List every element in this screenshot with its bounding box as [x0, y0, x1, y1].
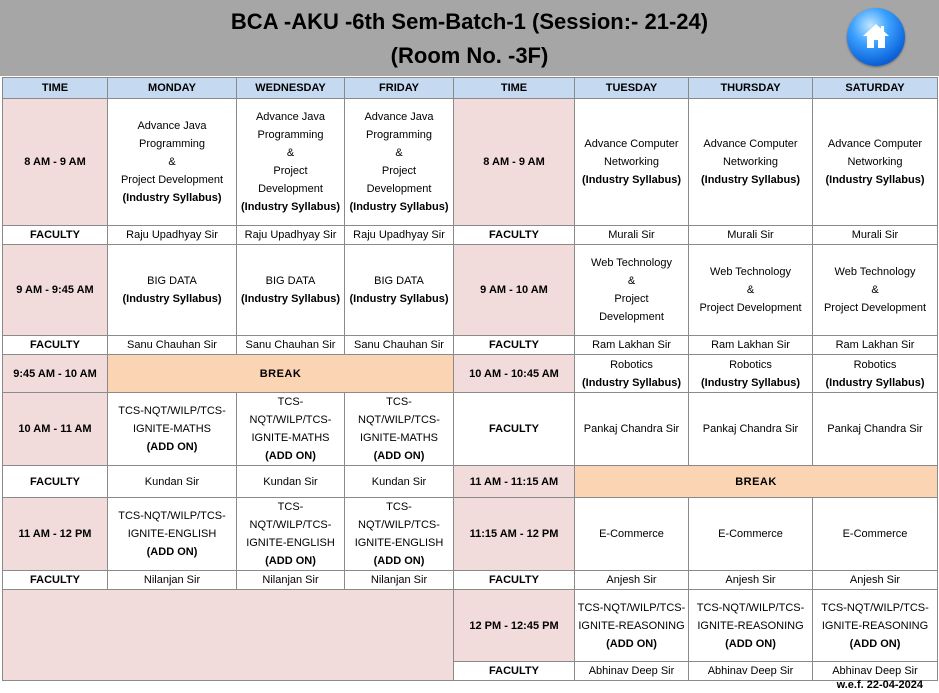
faculty-thursday-4: Anjesh Sir [689, 571, 813, 590]
subject-line: BIG DATA [374, 275, 424, 287]
subject-line: IGNITE-ENGLISH [354, 537, 444, 549]
room-number: (Room No. -3F) [390, 43, 549, 68]
faculty-label-right-5: FACULTY [454, 662, 575, 681]
subject-line: Programming [257, 129, 324, 141]
syllabus-tag: (Industry Syllabus) [240, 293, 341, 305]
subject-line: Project Development [120, 174, 224, 186]
col-header-time: TIME [3, 78, 108, 99]
faculty-tuesday-1: Murali Sir [575, 226, 689, 245]
subject-line: & [871, 284, 879, 296]
subject-line: Programming [138, 138, 206, 150]
col-header-tuesday: TUESDAY [575, 78, 689, 99]
cell-wednesday-3 [237, 393, 345, 466]
subject-line: TCS-NQT/WILP/TCS- [358, 396, 440, 426]
subject-line: TCS-NQT/WILP/TCS- [696, 601, 805, 614]
page-title: BCA -AKU -6th Sem-Batch-1 (Session:- 21-24) [230, 9, 709, 34]
syllabus-tag: (Industry Syllabus) [240, 201, 341, 213]
subject-line: Networking [847, 156, 903, 168]
addon-tag: (ADD ON) [725, 637, 776, 650]
faculty-thursday-3: Pankaj Chandra Sir [689, 393, 813, 466]
time-slot-right-3: 10 AM - 10:45 AM [454, 355, 575, 393]
subject-line: IGNITE-REASONING [697, 619, 804, 632]
col-header-monday: MONDAY [108, 78, 237, 99]
addon-tag: (ADD ON) [146, 546, 198, 558]
subject-line: Programming [365, 129, 433, 141]
syllabus-tag: (Industry Syllabus) [581, 174, 682, 186]
house-glyph [861, 21, 891, 51]
faculty-friday-1: Raju Upadhyay Sir [345, 226, 454, 245]
cell-monday-1 [108, 99, 237, 226]
faculty-friday-2: Sanu Chauhan Sir [345, 336, 454, 355]
subject-line: Project Development [699, 302, 802, 314]
effective-date: w.e.f. 22-04-2024 [836, 679, 923, 691]
faculty-tuesday-5: Abhinav Deep Sir [575, 662, 689, 681]
faculty-monday-1: Raju Upadhyay Sir [108, 226, 237, 245]
subject-line: Robotics [610, 358, 653, 371]
subject-line: Advance Computer [703, 138, 798, 150]
syllabus-tag: (Industry Syllabus) [581, 376, 682, 389]
subject-line: & [286, 147, 295, 159]
cell-saturday-4: E-Commerce [813, 498, 938, 571]
faculty-thursday-2: Ram Lakhan Sir [689, 336, 813, 355]
syllabus-tag: (Industry Syllabus) [349, 201, 449, 213]
faculty-saturday-3: Pankaj Chandra Sir [813, 393, 938, 466]
subject-line: Advance Java [255, 111, 326, 123]
faculty-monday-2: Sanu Chauhan Sir [108, 336, 237, 355]
subject-line: Networking [722, 156, 779, 168]
faculty-tuesday-4: Anjesh Sir [575, 571, 689, 590]
subject-line: Web Technology [834, 266, 916, 278]
syllabus-tag: (Industry Syllabus) [700, 174, 801, 186]
faculty-saturday-4: Anjesh Sir [813, 571, 938, 590]
subject-line: & [168, 156, 176, 168]
subject-line: TCS-NQT/WILP/TCS- [821, 601, 929, 614]
syllabus-tag: (Industry Syllabus) [825, 376, 925, 389]
cell-tuesday-3 [575, 355, 689, 393]
addon-tag: (ADD ON) [606, 637, 657, 650]
subject-line: IGNITE-REASONING [578, 619, 685, 632]
cell-wednesday-4 [237, 498, 345, 571]
subject-line: Advance Java [137, 120, 207, 132]
cell-tuesday-4: E-Commerce [575, 498, 689, 571]
faculty-wednesday-3: Kundan Sir [237, 466, 345, 498]
faculty-saturday-2: Ram Lakhan Sir [813, 336, 938, 355]
subject-line: BIG DATA [265, 275, 316, 287]
subject-line: TCS-NQT/WILP/TCS- [118, 510, 226, 522]
subject-line: & [746, 284, 755, 296]
time-slot-left-3: 10 AM - 11 AM [3, 393, 108, 466]
cell-wednesday-2 [237, 245, 345, 336]
time-slot-left-1: 8 AM - 9 AM [3, 99, 108, 226]
subject-line: IGNITE-ENGLISH [246, 537, 335, 549]
subject-line: Project Development [823, 302, 927, 314]
faculty-wednesday-1: Raju Upadhyay Sir [237, 226, 345, 245]
cell-friday-2 [345, 245, 454, 336]
faculty-label-left-3: FACULTY [3, 466, 108, 498]
time-slot-right-break: 11 AM - 11:15 AM [454, 466, 575, 498]
cell-saturday-2 [813, 245, 938, 336]
break-banner-left: BREAK [108, 355, 454, 393]
faculty-label-right-4: FACULTY [454, 571, 575, 590]
subject-line: Advance Computer [584, 138, 679, 150]
faculty-label-right-2: FACULTY [454, 336, 575, 355]
col-header-wednesday: WEDNESDAY [237, 78, 345, 99]
subject-line: Project [614, 293, 649, 305]
cell-monday-3 [108, 393, 237, 466]
subject-line: TCS-NQT/WILP/TCS- [577, 601, 686, 614]
cell-friday-4 [345, 498, 454, 571]
addon-tag: (ADD ON) [849, 637, 901, 650]
syllabus-tag: (Industry Syllabus) [700, 376, 801, 389]
addon-tag: (ADD ON) [373, 555, 425, 567]
cell-thursday-5 [689, 590, 813, 662]
syllabus-tag: (Industry Syllabus) [349, 293, 449, 305]
time-slot-left-2: 9 AM - 9:45 AM [3, 245, 108, 336]
subject-line: Robotics [853, 358, 897, 371]
cell-thursday-1 [689, 99, 813, 226]
faculty-label-left-4: FACULTY [3, 571, 108, 590]
col-header-thursday: THURSDAY [689, 78, 813, 99]
faculty-label-right-3: FACULTY [454, 393, 575, 466]
faculty-monday-4: Nilanjan Sir [108, 571, 237, 590]
time-slot-right-1: 8 AM - 9 AM [454, 99, 575, 226]
subject-line: Advance Computer [827, 138, 923, 150]
addon-tag: (ADD ON) [146, 441, 198, 453]
timetable [2, 77, 938, 681]
faculty-saturday-5: Abhinav Deep Sir [813, 662, 938, 681]
subject-line: Robotics [729, 358, 772, 371]
subject-line: IGNITE-REASONING [821, 619, 929, 632]
syllabus-tag: (Industry Syllabus) [122, 293, 222, 305]
time-slot-left-break: 9:45 AM - 10 AM [3, 355, 108, 393]
break-banner-right: BREAK [575, 466, 938, 498]
faculty-thursday-1: Murali Sir [689, 226, 813, 245]
subject-line: & [627, 275, 636, 287]
faculty-friday-3: Kundan Sir [345, 466, 454, 498]
subject-line: IGNITE-MATHS [132, 423, 211, 435]
syllabus-tag: (Industry Syllabus) [825, 174, 925, 186]
subject-line: TCS-NQT/WILP/TCS- [118, 405, 226, 417]
empty-block-left [3, 590, 454, 681]
faculty-label-right-1: FACULTY [454, 226, 575, 245]
subject-line: Development [258, 183, 323, 195]
addon-tag: (ADD ON) [265, 450, 316, 462]
cell-saturday-3 [813, 355, 938, 393]
cell-thursday-2 [689, 245, 813, 336]
addon-tag: (ADD ON) [265, 555, 316, 567]
cell-saturday-1 [813, 99, 938, 226]
cell-monday-4 [108, 498, 237, 571]
time-slot-right-4: 11:15 AM - 12 PM [454, 498, 575, 571]
col-header-saturday: SATURDAY [813, 78, 938, 99]
faculty-thursday-5: Abhinav Deep Sir [689, 662, 813, 681]
subject-line: Advance Java [364, 111, 434, 123]
cell-monday-2 [108, 245, 237, 336]
subject-line: Web Technology [710, 266, 791, 278]
faculty-label-left-2: FACULTY [3, 336, 108, 355]
faculty-wednesday-4: Nilanjan Sir [237, 571, 345, 590]
cell-tuesday-2 [575, 245, 689, 336]
cell-thursday-4: E-Commerce [689, 498, 813, 571]
col-header-time-2: TIME [454, 78, 575, 99]
subject-line: Development [599, 311, 664, 323]
subject-line: Networking [603, 156, 660, 168]
time-slot-left-4: 11 AM - 12 PM [3, 498, 108, 571]
cell-friday-1 [345, 99, 454, 226]
subject-line: Project [381, 165, 417, 177]
time-slot-right-5: 12 PM - 12:45 PM [454, 590, 575, 662]
subject-line: Development [366, 183, 432, 195]
faculty-monday-3: Kundan Sir [108, 466, 237, 498]
faculty-label-left-1: FACULTY [3, 226, 108, 245]
subject-line: & [395, 147, 403, 159]
col-header-friday: FRIDAY [345, 78, 454, 99]
faculty-wednesday-2: Sanu Chauhan Sir [237, 336, 345, 355]
cell-saturday-5 [813, 590, 938, 662]
cell-tuesday-1 [575, 99, 689, 226]
subject-line: TCS-NQT/WILP/TCS- [358, 501, 440, 531]
home-icon[interactable] [847, 8, 905, 66]
syllabus-tag: (Industry Syllabus) [122, 192, 222, 204]
faculty-tuesday-2: Ram Lakhan Sir [575, 336, 689, 355]
subject-line: Web Technology [591, 257, 672, 269]
subject-line: TCS-NQT/WILP/TCS- [249, 501, 332, 531]
subject-line: Project [273, 165, 308, 177]
cell-friday-3 [345, 393, 454, 466]
time-slot-right-2: 9 AM - 10 AM [454, 245, 575, 336]
subject-line: IGNITE-MATHS [251, 432, 330, 444]
cell-thursday-3 [689, 355, 813, 393]
subject-line: BIG DATA [147, 275, 197, 287]
subject-line: TCS-NQT/WILP/TCS- [249, 396, 332, 426]
subject-line: IGNITE-ENGLISH [127, 528, 217, 540]
addon-tag: (ADD ON) [373, 450, 425, 462]
subject-line: IGNITE-MATHS [359, 432, 438, 444]
faculty-saturday-1: Murali Sir [813, 226, 938, 245]
faculty-friday-4: Nilanjan Sir [345, 571, 454, 590]
cell-wednesday-1 [237, 99, 345, 226]
cell-tuesday-5 [575, 590, 689, 662]
faculty-tuesday-3: Pankaj Chandra Sir [575, 393, 689, 466]
